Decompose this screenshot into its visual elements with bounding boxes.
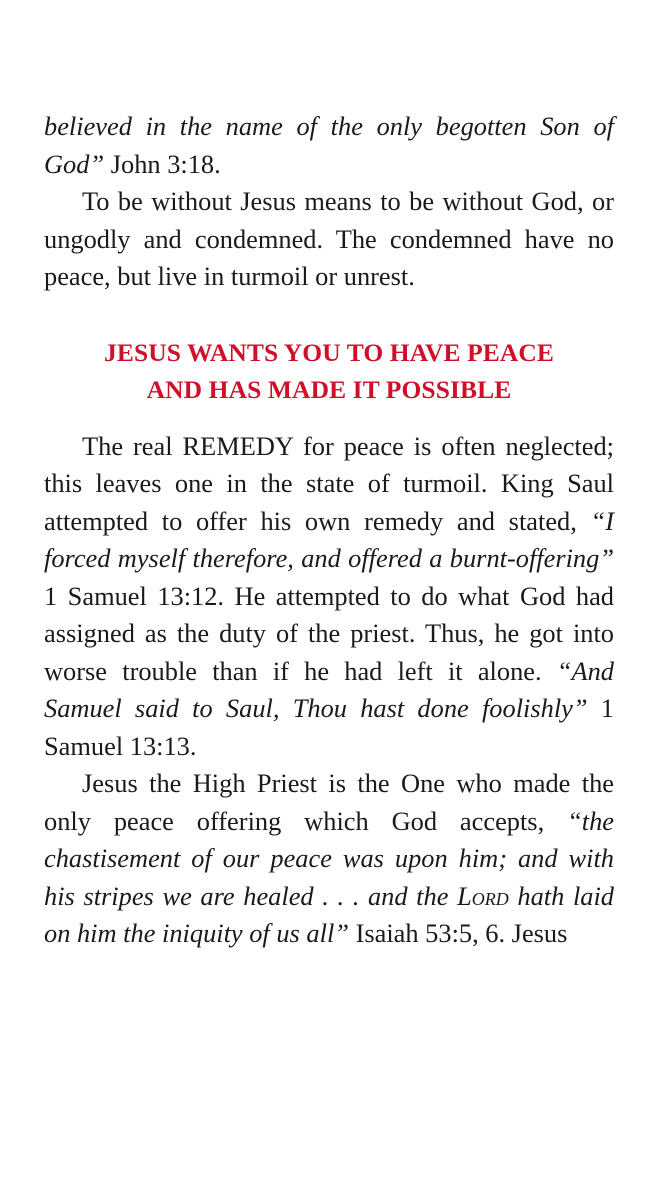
scripture-reference: 1 Samuel 13:13.	[44, 693, 614, 761]
section-heading	[44, 334, 614, 408]
quote-text: hath laid on him the iniquity of us all”	[44, 880, 615, 948]
paragraph-remedy	[44, 428, 614, 766]
paragraph-without-jesus: To be without Jesus means to be without God, or ungodly and condemned. The condemned have no peace, but live in turmoil or unrest.	[44, 186, 614, 291]
scripture-quote: believed in the name of the only begotten Son of God”	[44, 111, 614, 179]
scripture-quote: “And Samuel said to Saul, Thou hast done foolishly”	[44, 655, 614, 723]
paragraph-text: Jesus the High Priest is the One who made the only peace offering which God accepts,	[44, 768, 614, 836]
heading-line-1: JESUS WANTS YOU TO HAVE PEACE	[104, 337, 554, 367]
paragraph-text: The real REMEDY for peace is often neglected; this leaves one in the state of turmoil. King Saul attempted to offer his own remedy and stated,	[44, 430, 614, 536]
scripture-quote: “I forced myself therefore, and offered a burnt-offering”	[44, 505, 614, 573]
paragraph-text: 1 Samuel 13:12. He attempted to do what God had assigned as the duty of the priest. Thus, he got into worse trouble than if he had left it alone.	[44, 580, 614, 686]
quote-text: “the chastisement of our peace was upon him; and with his stripes we are healed . . . and the	[44, 805, 614, 911]
heading-line-2: AND HAS MADE IT POSSIBLE	[146, 374, 512, 404]
page-content	[44, 108, 614, 953]
paragraph-continuation	[44, 108, 614, 183]
scripture-reference: Isaiah 53:5, 6. Jesus	[348, 918, 568, 948]
lord-small-caps: Lord	[457, 880, 509, 911]
paragraph-high-priest	[44, 765, 614, 953]
scripture-reference: John 3:18.	[104, 148, 221, 179]
